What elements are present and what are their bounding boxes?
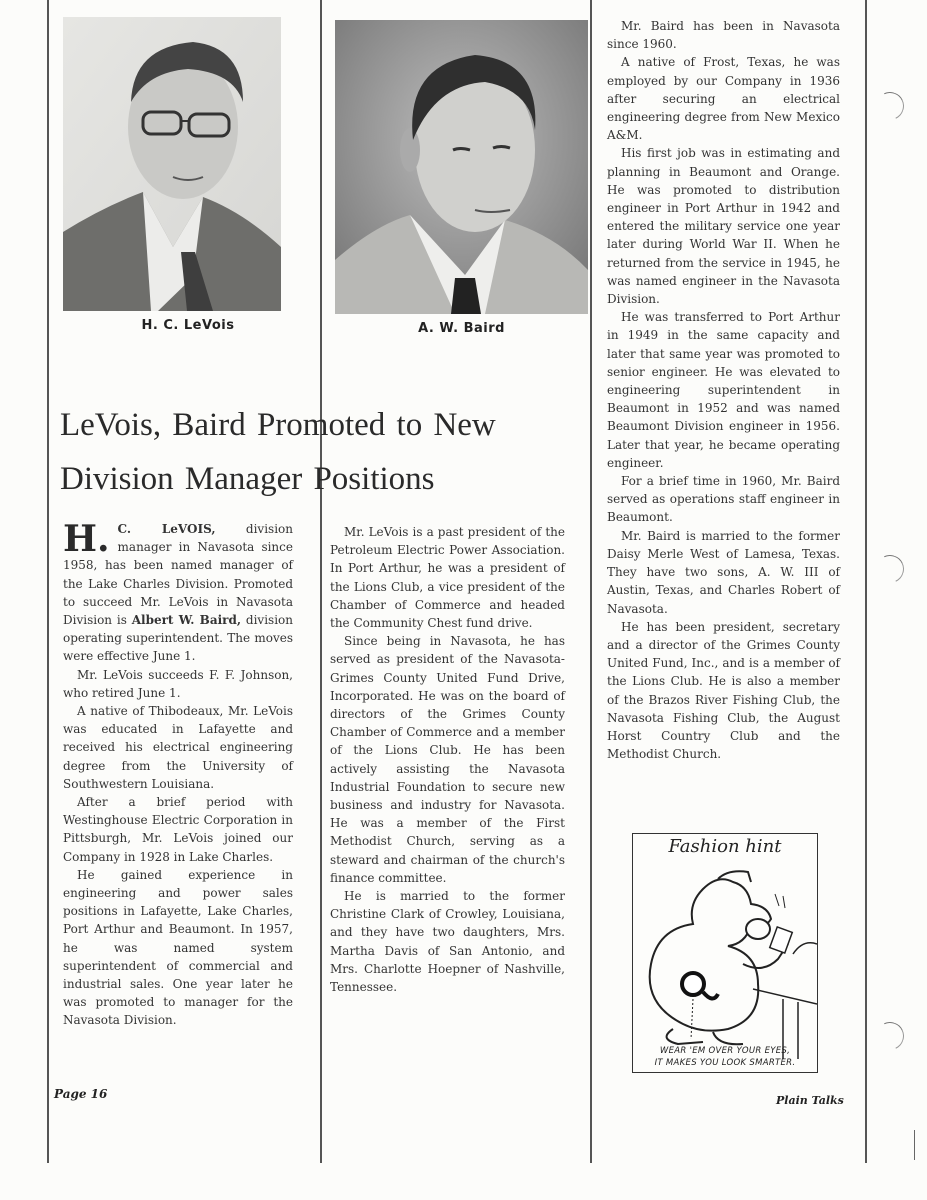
page-edge-mark [914,1130,915,1160]
cartoon-illustration [633,834,817,1072]
article-headline: LeVois, Baird Promoted to New Division Manager Positions [60,407,496,497]
cartoon-title: Fashion hint [668,836,782,857]
cartoon-caption [637,1045,813,1069]
paragraph: Since being in Navasota, he has served as president of the Navasota-Grimes County United Fund Drive, Incorporated. He was on the board of directors of the Grimes County Chamber of Commerce and a member of the Lions Club. He has been actively assisting the Navasota Industrial Foundation to secure new business and industry for Navasota. He was a member of the First Methodist Church, serving as a steward and chairman of the church's finance committee. [330,634,565,885]
lead-text-2: division operating superintendent. The moves were effective June 1. [63,613,293,664]
lead-name: C. LeVOIS, [117,522,216,536]
cartoon-caption-line-1: WEAR 'EM OVER YOUR EYES, [659,1046,791,1056]
binder-hole [872,88,908,124]
paragraph: Mr. Baird has been in Navasota since 1960. [607,19,840,52]
paragraph: He gained experience in engineering and power sales positions in Lafayette, Lake Charles, Port Arthur and Beaumont. In 1957, he was named system superintendent of commercial and industrial sales. One year later he was promoted to manager for the Navasota Division. [63,867,293,1028]
column-rule-1 [320,0,322,1163]
portrait-levois-image [63,17,281,311]
paragraph: He has been president, secretary and a director of the Grimes County United Fund, Inc., and is a member of the Lions Club. He is also a member of the Brazos River Fishing Club, the Navasota Fishing Club, the August Horst Country Club and the Methodist Church. [607,619,840,762]
binder-hole [872,1018,908,1054]
column-rule-left [47,0,49,1163]
binder-hole [872,551,908,587]
paragraph: He is married to the former Christine Clark of Crowley, Louisiana, and they have two daughters, Mrs. Martha Davis of San Antonio, and Mrs. Charlotte Hoepner of Nashville, Tennessee. [330,889,565,995]
photo-baird [335,20,588,314]
lead-text-1: division manager in Navasota since 1958, has been named manager of the Lake Charles Division. Promoted to succeed Mr. LeVois in Navasota Division is [63,522,293,628]
paragraph: For a brief time in 1960, Mr. Baird served as operations staff engineer in Beaumont. [607,474,840,525]
paragraph: Mr. Baird is married to the former Daisy Merle West of Lamesa, Texas. They have two sons, A. W. III of Austin, Texas, and Charles Robert of Navasota. [607,528,840,616]
article-column-2 [330,523,565,996]
column-rule-2 [590,0,592,1163]
column-rule-right [865,0,867,1163]
page-number: Page 16 [54,1087,108,1101]
paragraph: He was transferred to Port Arthur in 1949 in the same capacity and later that same year was promoted to senior engineer. He was elevated to engineering superintendent in Beaumont in 1952 and was named Beaumont Division engineer in 1956. Later that year, he became operating engineer. [607,310,840,470]
portrait-baird-image [335,20,588,314]
article-column-3 [607,17,840,763]
paragraph: A native of Frost, Texas, he was employed by our Company in 1936 after securing an electrical engineering degree from New Mexico A&M. [607,55,840,143]
lead-name-baird: Albert W. Baird, [131,613,242,628]
fashion-hint-cartoon [632,833,818,1073]
paragraph: A native of Thibodeaux, Mr. LeVois was educated in Lafayette and received his electrical engineering degree from the University of Southwestern Louisiana. [63,704,293,791]
paragraph: His first job was in estimating and planning in Beaumont and Orange. He was promoted to distribution engineer in Port Arthur in 1942 and entered the military service one year later during World War II. When he returned from the service in 1945, he was named engineer in the Navasota Division. [607,146,840,307]
photo-caption-levois: H. C. LeVois [141,318,235,333]
publication-name: Plain Talks [776,1094,844,1107]
photo-caption-baird: A. W. Baird [418,321,505,336]
paragraph: After a brief period with Westinghouse Electric Corporation in Pittsburgh, Mr. LeVois joined our Company in 1928 in Lake Charles. [63,795,293,864]
paragraph: Mr. LeVois succeeds F. F. Johnson, who retired June 1. [63,667,293,700]
lead-paragraph [63,520,293,666]
drop-cap: H. [63,518,110,560]
paragraph: Mr. LeVois is a past president of the Petroleum Electric Power Association. In Port Arthur, he was a president of the Lions Club, a vice president of the Chamber of Commerce and headed the Community Chest fund drive. [330,525,565,631]
cartoon-caption-line-2: IT MAKES YOU LOOK SMARTER. [654,1058,796,1068]
article-column-1 [63,520,293,1030]
photo-levois [63,17,281,311]
